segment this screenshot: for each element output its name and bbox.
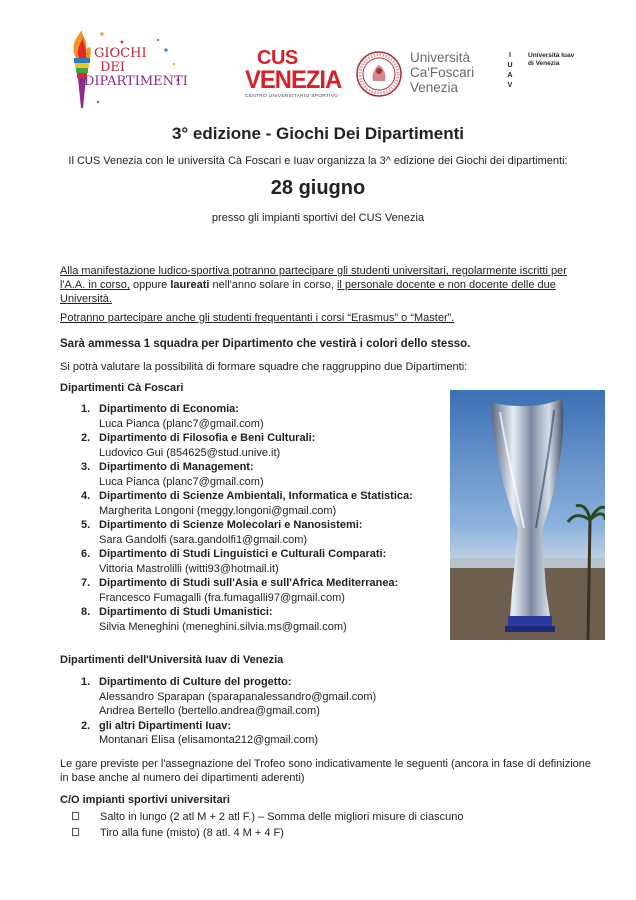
erasmus-note: Potranno partecipare anche gli studenti frequentanti i corsi “Erasmus” o “Master”. [60,312,455,324]
participation-graduates: laureati [170,279,210,291]
department-contact: Silvia Meneghini (meneghini.silvia.ms@gmail.com) [99,620,347,633]
checkbox-bullet-icon [72,812,79,820]
cus-logo-top: CUS [257,47,298,69]
department-name: Dipartimento di Filosofia e Beni Culturali: [99,432,316,444]
department-contact: Sara Gandolfi (sara.gandolfi1@gmail.com) [99,533,308,546]
list-number: 7. [81,577,91,589]
iuav-line1: Università Iuav [528,52,575,59]
list-item [81,431,441,460]
game-label: Tiro alla fune (misto) (8 atl. 4 M + 4 F) [100,827,284,839]
department-name: Dipartimento di Management: [99,461,254,473]
list-number: 2. [81,432,91,444]
intro-text: Il CUS Venezia con le università Cà Foscari e Iuav organizza la 3^ edizione dei Giochi dei dipartimenti: [68,155,568,167]
department-name: Dipartimento di Scienze Molecolari e Nanosistemi: [99,519,363,531]
merge-rule: Si potrà valutare la possibilità di formare squadre che raggruppino due Dipartimenti: [60,361,468,373]
iuav-letter: A [507,72,513,79]
list-item [81,460,441,489]
department-contact: Ludovico Gui (854625@stud.unive.it) [99,446,281,459]
cafoscari-line3: Venezia [410,80,459,95]
iuav-logo-letters [503,51,517,91]
cafoscari-logo-text [410,50,474,95]
list-item [81,675,501,719]
cus-logo-sub: CENTRO UNIVERSITARIO SPORTIVO [245,94,339,99]
list-number: 1. [81,403,91,415]
list-number: 6. [81,548,91,560]
participation-paragraph [60,264,592,306]
trophy-photo [450,390,605,640]
cus-logo-bottom: VENEZIA [245,66,342,94]
games-heading: C/O impianti sportivi universitari [60,794,230,806]
iuav-letter: I [509,52,511,59]
department-name: Dipartimento di Scienze Ambientali, Informatica e Statistica: [99,490,413,502]
checkbox-bullet-icon [72,828,79,836]
list-number: 5. [81,519,91,531]
department-contact: Francesco Fumagalli (fra.fumagalli97@gmail.com) [99,591,345,604]
department-contact: Alessandro Sparapan (sparapanalessandro@gmail.com) [99,690,377,703]
iuav-line2: di Venezia [528,60,560,67]
cus-venezia-logo [245,48,340,108]
cafoscari-seal-icon [356,51,402,97]
department-name: Dipartimento di Economia: [99,403,239,415]
iuav-letter: U [507,62,513,69]
cafoscari-line1: Università [410,50,471,65]
giochi-logo-line3: DIPARTIMENTI [84,74,188,89]
department-name: Dipartimento di Studi Linguistici e Culturali Comparati: [99,548,387,560]
list-item [81,719,501,748]
list-item [72,809,463,825]
department-contact: Vittoria Mastrolilli (witti93@hotmail.it) [99,562,279,575]
participation-year: nell'anno solare in corso, [209,279,337,291]
list-item [81,576,441,605]
participation-staff: il personale docente e non docente delle due Università. [60,279,556,305]
department-contact: Montanari Elisa (elisamonta212@gmail.com) [99,734,319,746]
department-contact: Margherita Longoni (meggy.longoni@gmail.com) [99,504,337,517]
list-item [81,402,441,431]
participation-students: Alla manifestazione ludico-sportiva potranno partecipare gli studenti universitari, regolarmente iscritti per l'A.A. in corso, [60,265,567,291]
department-contact-2: Andrea Bertello (bertello.andrea@gmail.com) [99,705,320,717]
list-item [81,518,441,547]
team-rule: Sarà ammessa 1 squadra per Dipartimento che vestirà i colori dello stesso. [60,338,471,350]
list-item [81,547,441,576]
event-date: 28 giugno [270,177,366,199]
cafoscari-heading: Dipartimenti Cà Foscari [60,382,184,394]
list-item [81,489,441,518]
participation-or: oppure [129,279,171,291]
department-contact: Luca Pianca (planc7@gmail.com) [99,417,264,430]
event-venue: presso gli impianti sportivi del CUS Venezia [211,212,425,224]
iuav-heading: Dipartimenti dell'Università Iuav di Venezia [60,654,284,666]
list-number: 4. [81,490,91,502]
giochi-logo-line2: DEI [100,60,126,75]
games-intro: Le gare previste per l'assegnazione del Trofeo sono indicativamente le seguenti (ancora in fase di definizione in base anche al numero dei dipartimenti aderenti) [60,758,592,784]
department-name: Dipartimento di Studi Umanistici: [99,606,273,618]
cafoscari-line2: Ca'Foscari [410,65,475,80]
list-number: 2. [81,719,91,732]
list-number: 8. [81,606,91,618]
list-item [81,605,441,634]
iuav-logo-text [528,52,574,68]
game-label: Salto in lungo (2 atl M + 2 atl F.) – Somma delle migliori misure di ciascuno [100,811,464,823]
giochi-logo-line1: GIOCHI [94,46,147,61]
department-name: Dipartimento di Culture del progetto: [99,676,292,688]
games-list [72,809,463,841]
iuav-department-list [81,675,501,748]
department-contact: Luca Pianca (planc7@gmail.com) [99,475,264,488]
department-name: Dipartimento di Studi sull'Asia e sull'Africa Mediterranea: [99,577,399,589]
cafoscari-department-list [81,402,441,634]
giochi-dei-dipartimenti-logo [62,20,187,115]
page-title: 3° edizione - Giochi Dei Dipartimenti [171,124,465,143]
list-item [72,825,463,841]
list-number: 3. [81,461,91,473]
list-number: 1. [81,676,91,688]
department-name: gli altri Dipartimenti Iuav: [99,719,232,732]
iuav-letter: V [507,82,513,89]
